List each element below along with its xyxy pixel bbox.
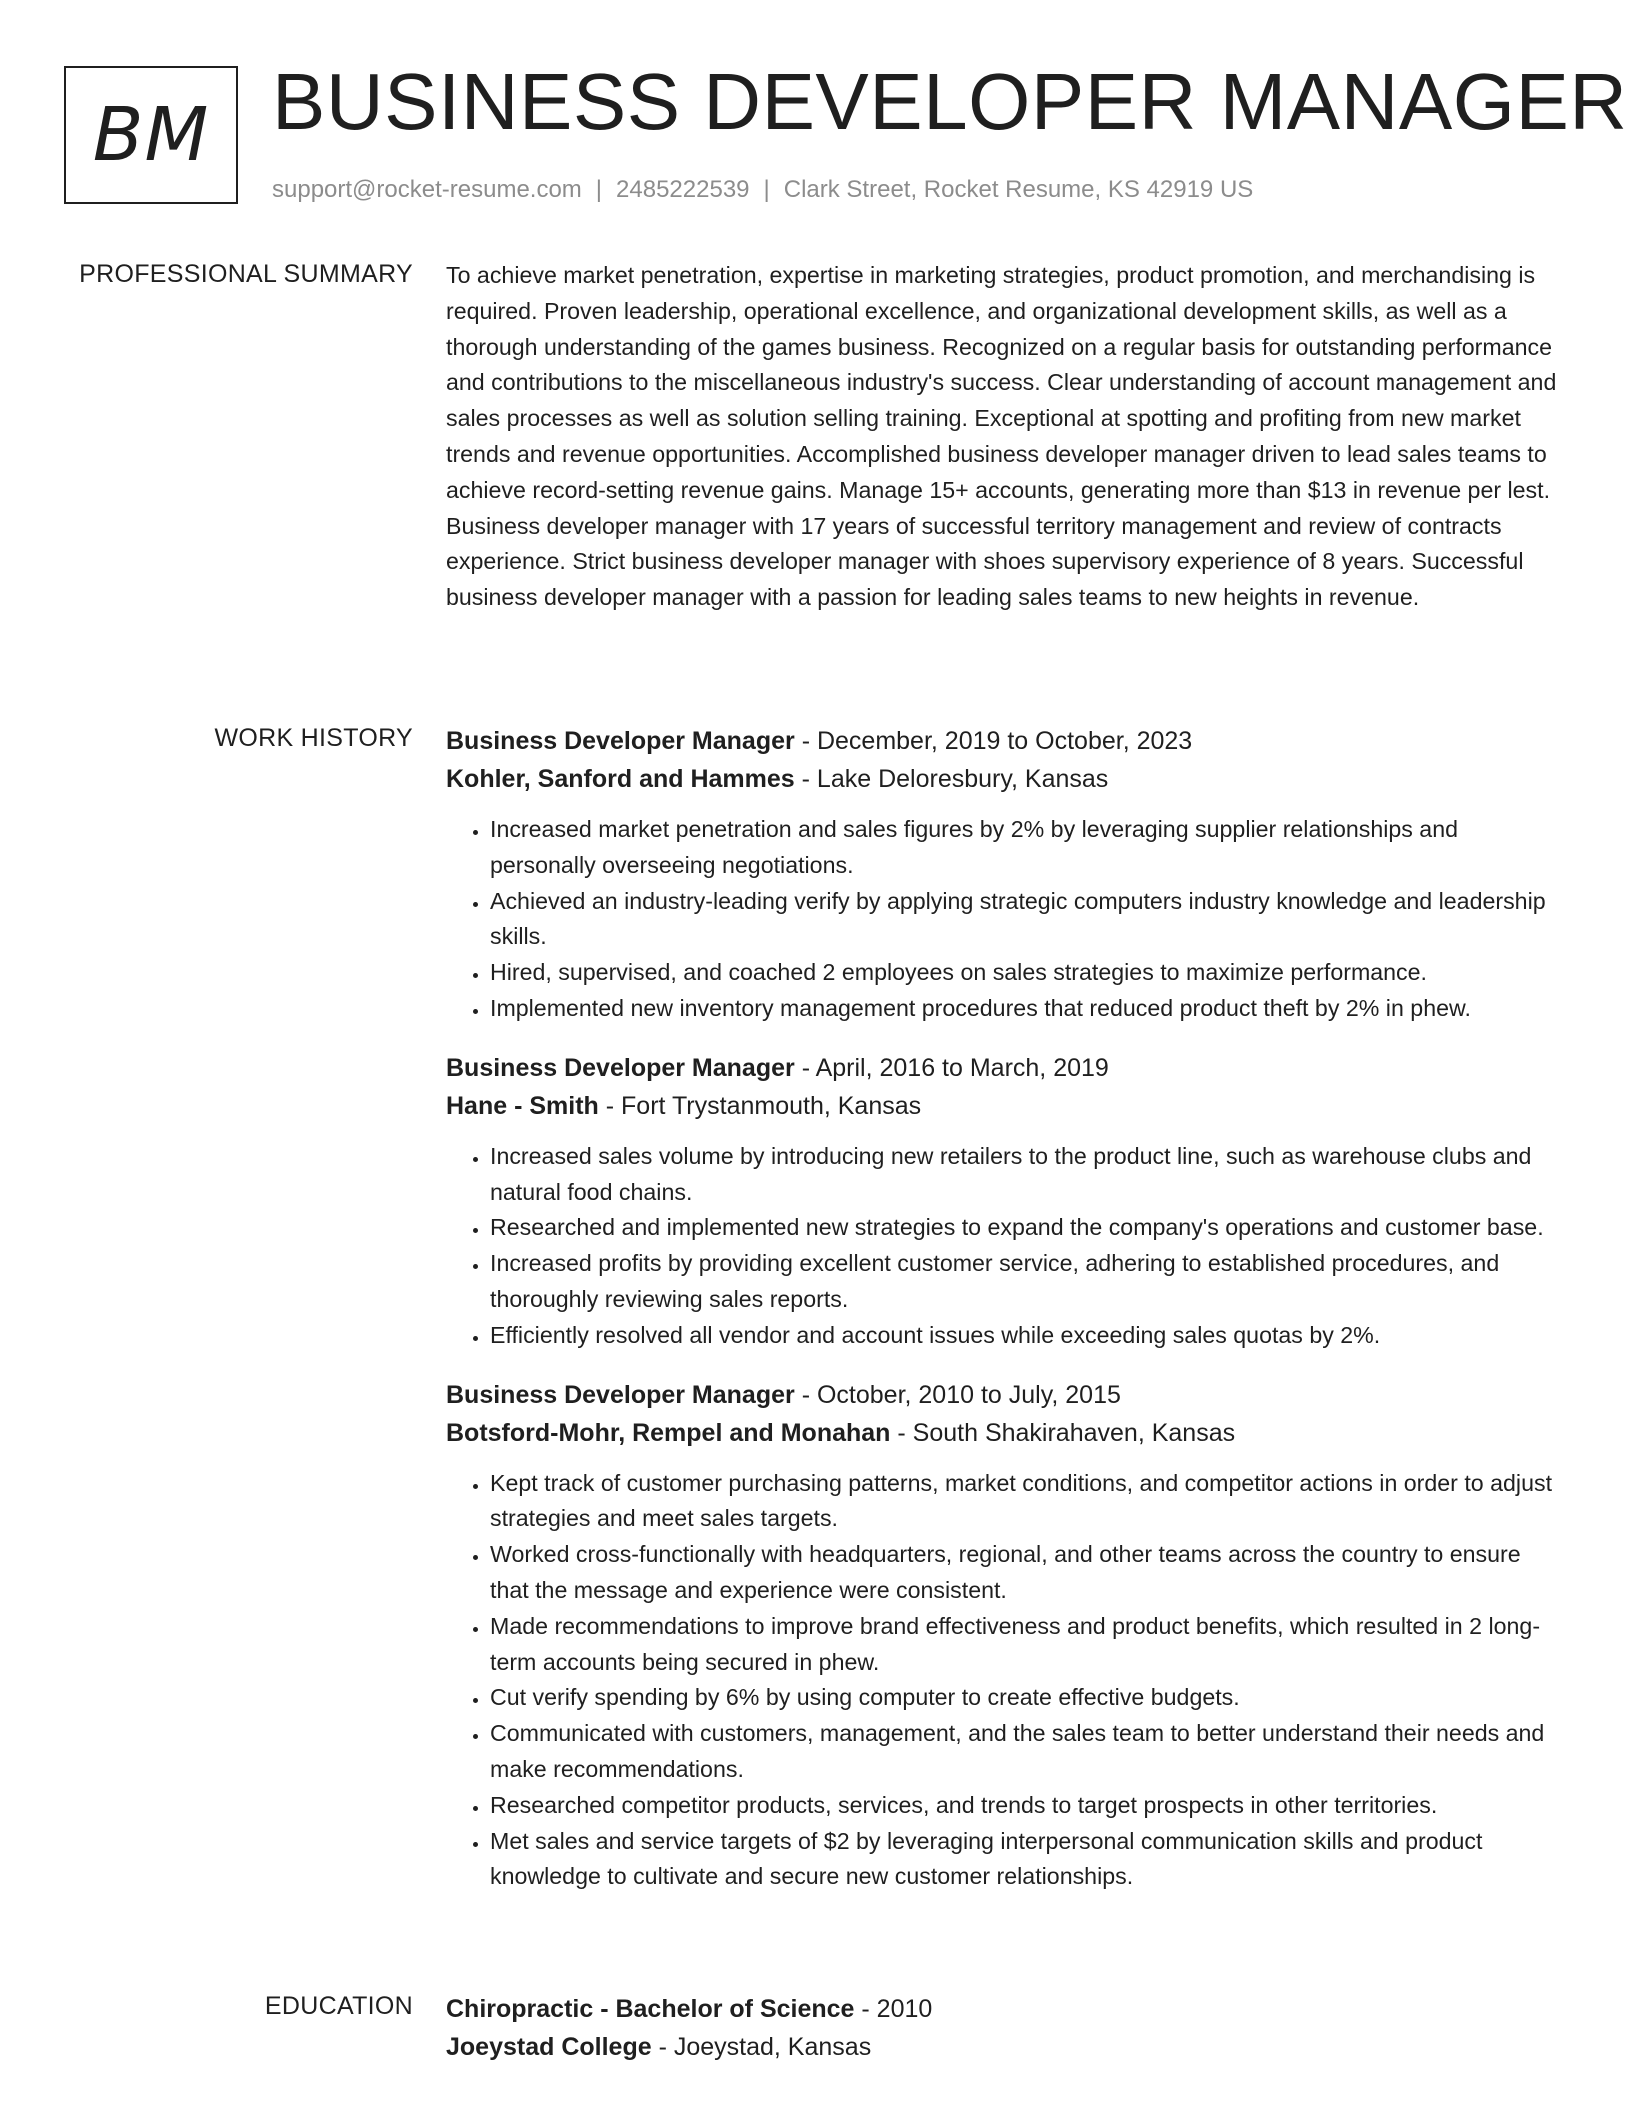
job-bullet: • Researched competitor products, services, and trends to target prospects in other territories.	[490, 1788, 1562, 1824]
job-bullets	[446, 1139, 1562, 1354]
job-bullet: • Increased profits by providing excellent customer service, adhering to established procedures, and thoroughly reviewing sales reports.	[490, 1246, 1562, 1318]
job-company-line	[446, 1414, 1562, 1452]
job-role: Business Developer Manager	[446, 727, 795, 755]
job-location: - South Shakirahaven, Kansas	[890, 1418, 1236, 1447]
job-bullet: • Made recommendations to improve brand effectiveness and product benefits, which resulted in 2 long-term accounts being secured in phew.	[490, 1609, 1562, 1681]
section-title-work-history: WORK HISTORY	[214, 724, 413, 752]
job-role: Business Developer Manager	[446, 1380, 795, 1409]
job-company: Kohler, Sanford and Hammes	[446, 765, 795, 793]
job-title-line	[446, 722, 1562, 760]
job-entry	[446, 1376, 1562, 1896]
education-school-line	[446, 2028, 1562, 2066]
job-entry	[446, 722, 1562, 1027]
job-bullet: • Increased market penetration and sales figures by 2% by leveraging supplier relationships and personally overseeing negotiations.	[490, 812, 1562, 884]
work-history-list	[446, 722, 1562, 1917]
section-title-education: EDUCATION	[264, 1992, 413, 2020]
job-bullet: • Met sales and service targets of $2 by leveraging interpersonal communication skills and product knowledge to cultivate and secure new customer relationships.	[490, 1824, 1562, 1896]
education-entry	[446, 1990, 1562, 2066]
education-degree: Chiropractic - Bachelor of Science	[446, 1995, 855, 2023]
job-bullet: • Implemented new inventory management procedures that reduced product theft by 2% in phew.	[490, 991, 1562, 1027]
job-dates: - April, 2016 to March, 2019	[794, 1053, 1109, 1082]
job-company: Botsford-Mohr, Rempel and Monahan	[446, 1418, 891, 1447]
education-location: - Joeystad, Kansas	[651, 2033, 872, 2061]
job-bullet: • Communicated with customers, management, and the sales team to better understand their needs and make recommendations.	[490, 1716, 1562, 1788]
summary-text: To achieve market penetration, expertise in marketing strategies, product promotion, and merchandising is required. Proven leadership, operational excellence, and organizational development skills, as well as a thorough understanding of the games business. Recognized on a regular basis for outstanding performance and contributions to the miscellaneous industry's success. Clear understanding of account management and sales processes as well as solution selling training. Exceptional at spotting and profiting from new market trends and revenue opportunities. Accomplished business developer manager driven to lead sales teams to achieve record-setting revenue gains. Manage 15+ accounts, generating more than $13 in revenue per lest. Business developer manager with 17 years of successful territory management and review of contracts experience. Strict business developer manager with shoes supervisory experience of 8 years. Successful business developer manager with a passion for leading sales teams to new heights in revenue.	[446, 262, 1557, 611]
section-title-summary: PROFESSIONAL SUMMARY	[79, 260, 413, 288]
job-location: - Fort Trystanmouth, Kansas	[598, 1091, 922, 1120]
contact-email[interactable]: support@rocket-resume.com	[272, 176, 582, 203]
job-bullet: • Worked cross-functionally with headquarters, regional, and other teams across the country to ensure that the message and experience were consistent.	[490, 1537, 1562, 1609]
monogram-initials: BM	[92, 92, 210, 178]
education-degree-line	[446, 1990, 1562, 2028]
job-bullet: • Achieved an industry-leading verify by applying strategic computers industry knowledge and leadership skills.	[490, 884, 1562, 956]
job-role: Business Developer Manager	[446, 1053, 795, 1082]
job-bullet: • Hired, supervised, and coached 2 employees on sales strategies to maximize performance.	[490, 955, 1562, 991]
job-bullet: • Efficiently resolved all vendor and account issues while exceeding sales quotas by 2%.	[490, 1318, 1562, 1354]
job-title-line	[446, 1049, 1562, 1087]
job-location: - Lake Deloresbury, Kansas	[794, 765, 1109, 793]
job-dates: - December, 2019 to October, 2023	[794, 727, 1193, 755]
job-company-line	[446, 1087, 1562, 1125]
job-bullet: • Cut verify spending by 6% by using computer to create effective budgets.	[490, 1680, 1562, 1716]
contact-line	[272, 176, 1253, 204]
job-bullet: • Increased sales volume by introducing new retailers to the product line, such as warehouse clubs and natural food chains.	[490, 1139, 1562, 1211]
education-school: Joeystad College	[446, 2033, 652, 2061]
job-entry	[446, 1049, 1562, 1354]
contact-separator: |	[763, 176, 770, 203]
job-company-line	[446, 760, 1562, 798]
candidate-name: BUSINESS DEVELOPER MANAGER	[272, 57, 1628, 146]
job-company: Hane - Smith	[446, 1091, 599, 1120]
contact-address: Clark Street, Rocket Resume, KS 42919 US	[783, 176, 1254, 203]
contact-separator: |	[595, 176, 603, 203]
job-bullet: • Kept track of customer purchasing patterns, market conditions, and competitor actions in order to adjust strategies and meet sales targets.	[490, 1466, 1562, 1538]
job-bullet: • Researched and implemented new strategies to expand the company's operations and customer base.	[490, 1210, 1562, 1246]
contact-phone[interactable]: 2485222539	[616, 176, 750, 203]
job-bullets	[446, 1466, 1562, 1896]
monogram-logo	[64, 66, 238, 204]
job-dates: - October, 2010 to July, 2015	[794, 1380, 1121, 1409]
education-year: - 2010	[854, 1995, 933, 2023]
job-bullets	[446, 812, 1562, 1027]
job-title-line	[446, 1376, 1562, 1414]
resume-header	[0, 0, 1632, 230]
